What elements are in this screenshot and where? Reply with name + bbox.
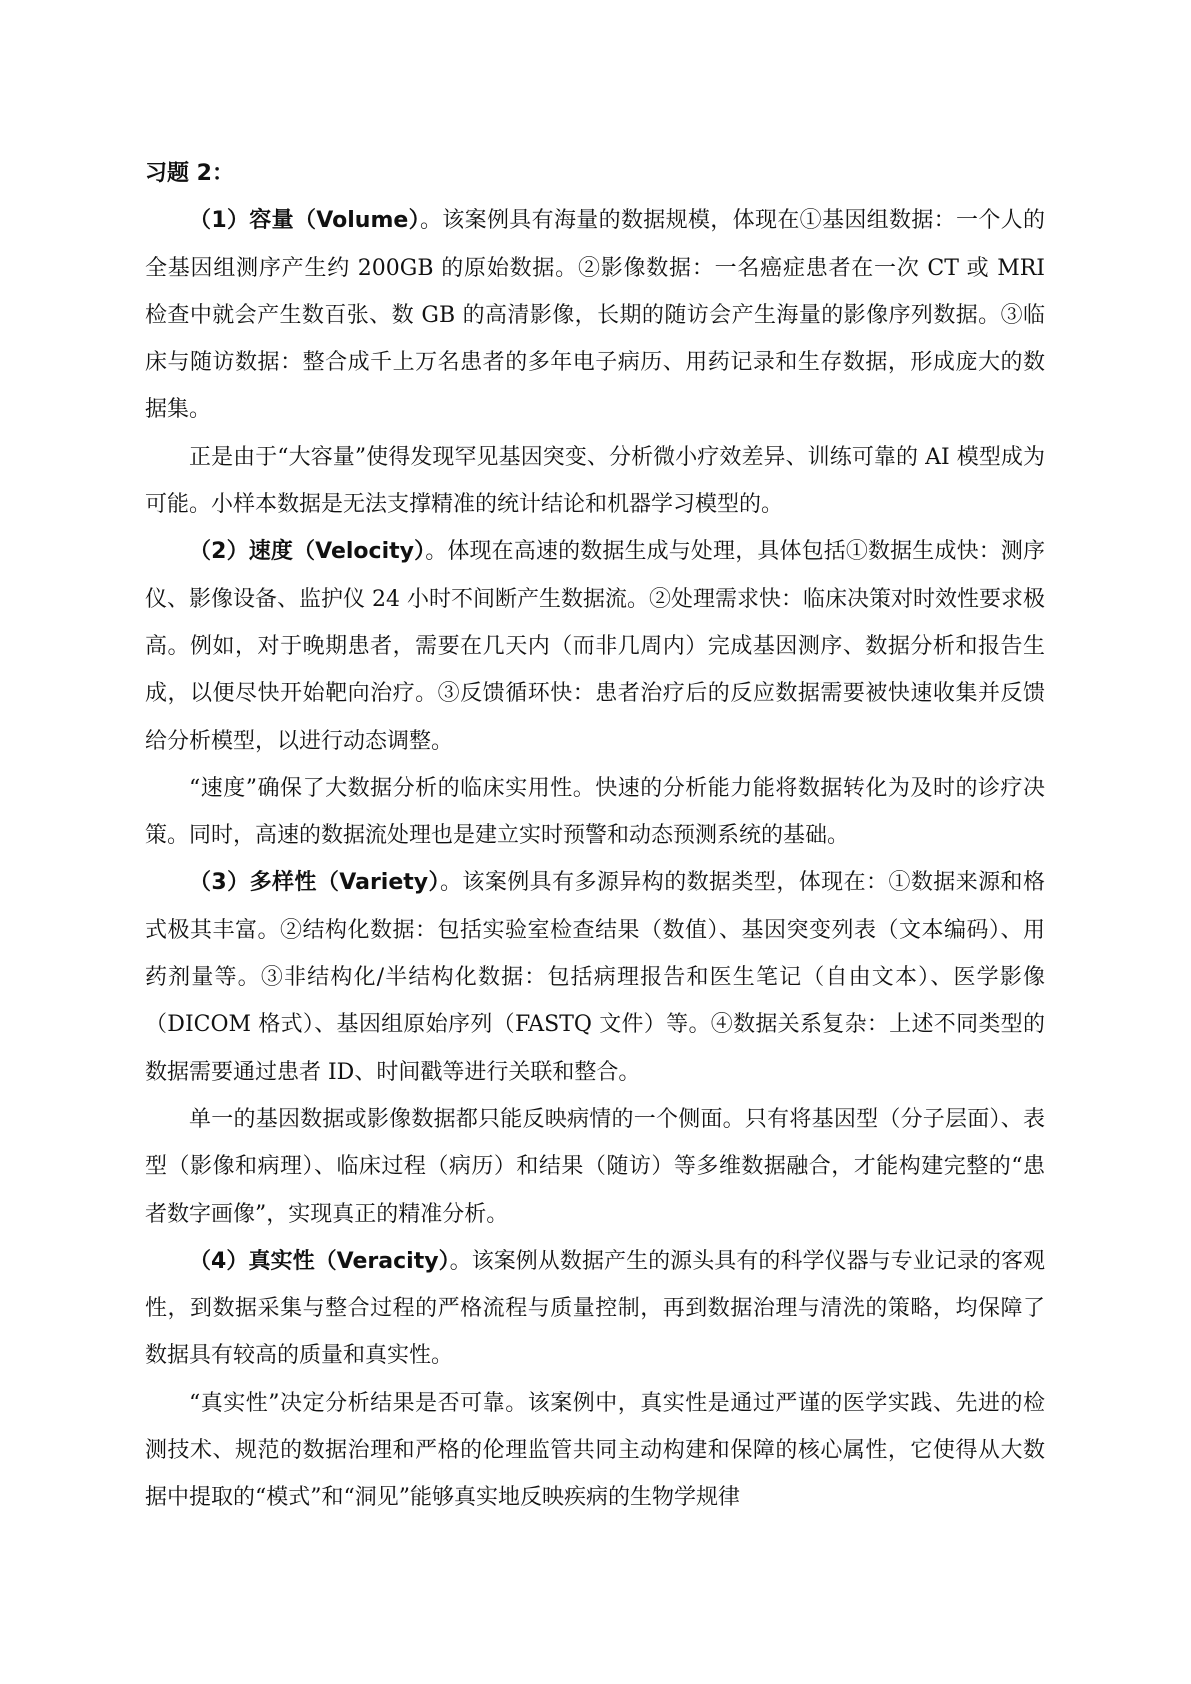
section-veracity: [145, 1238, 1045, 1380]
section-veracity-text: 。该案例从数据产生的源头具有的科学仪器与专业记录的客观性，到数据采集与整合过程的严格流程与质量控制，再到数据治理与清洗的策略，均保障了数据具有较高的质量和真实性。: [145, 1248, 1045, 1369]
section-volume: [145, 197, 1045, 433]
section-volume-text: 。该案例具有海量的数据规模，体现在①基因组数据：一个人的全基因组测序产生约 200GB 的原始数据。②影像数据：一名癌症患者在一次 CT 或 MRI 检查中就会产生数百张、数 GB 的高清影像，长期的随访会产生海量的影像序列数据。③临床与随访数据：整合成千上万名患者的多年电子病历、用药记录和生存数据，形成庞大的数据集。: [145, 208, 1045, 423]
section-veracity-title: （4）真实性（Veracity）: [189, 1248, 450, 1274]
section-volume-note: 正是由于“大容量”使得发现罕见基因突变、分析微小疗效差异、训练可靠的 AI 模型成为可能。小样本数据是无法支撑精准的统计结论和机器学习模型的。: [145, 444, 1045, 518]
section-velocity-title: （2）速度（Velocity）: [189, 539, 426, 565]
exercise-heading: 习题 2：: [145, 161, 234, 186]
section-velocity-text: 。体现在高速的数据生成与处理，具体包括①数据生成快：测序仪、影像设备、监护仪 24 小时不间断产生数据流。②处理需求快：临床决策对时效性要求极高。例如，对于晚期患者，需要在几天内（而非几周内）完成基因测序、数据分析和报告生成，以便尽快开始靶向治疗。③反馈循环快：患者治疗后的反应数据需要被快速收集并反馈给分析模型，以进行动态调整。: [145, 539, 1045, 754]
section-variety-title: （3）多样性（Variety）: [189, 870, 440, 896]
document-body: [145, 150, 1045, 1522]
section-velocity-note: “速度”确保了大数据分析的临床实用性。快速的分析能力能将数据转化为及时的诊疗决策。同时，高速的数据流处理也是建立实时预警和动态预测系统的基础。: [145, 775, 1045, 849]
section-velocity: [145, 528, 1045, 764]
section-veracity-note: “真实性”决定分析结果是否可靠。该案例中，真实性是通过严谨的医学实践、先进的检测技术、规范的数据治理和严格的伦理监管共同主动构建和保障的核心属性，它使得从大数据中提取的“模式”和“洞见”能够真实地反映疾病的生物学规律: [145, 1390, 1045, 1511]
section-variety-text: 。该案例具有多源异构的数据类型，体现在：①数据来源和格式极其丰富。②结构化数据：包括实验室检查结果（数值）、基因突变列表（文本编码）、用药剂量等。③非结构化/半结构化数据：包括病理报告和医生笔记（自由文本）、医学影像（DICOM 格式）、基因组原始序列（FASTQ 文件）等。④数据关系复杂：上述不同类型的数据需要通过患者 ID、时间戳等进行关联和整合。: [145, 870, 1045, 1085]
section-variety-note: 单一的基因数据或影像数据都只能反映病情的一个侧面。只有将基因型（分子层面）、表型（影像和病理）、临床过程（病历）和结果（随访）等多维数据融合，才能构建完整的“患者数字画像”，实现真正的精准分析。: [145, 1106, 1045, 1227]
section-volume-title: （1）容量（Volume）: [189, 208, 420, 234]
section-variety: [145, 859, 1045, 1095]
